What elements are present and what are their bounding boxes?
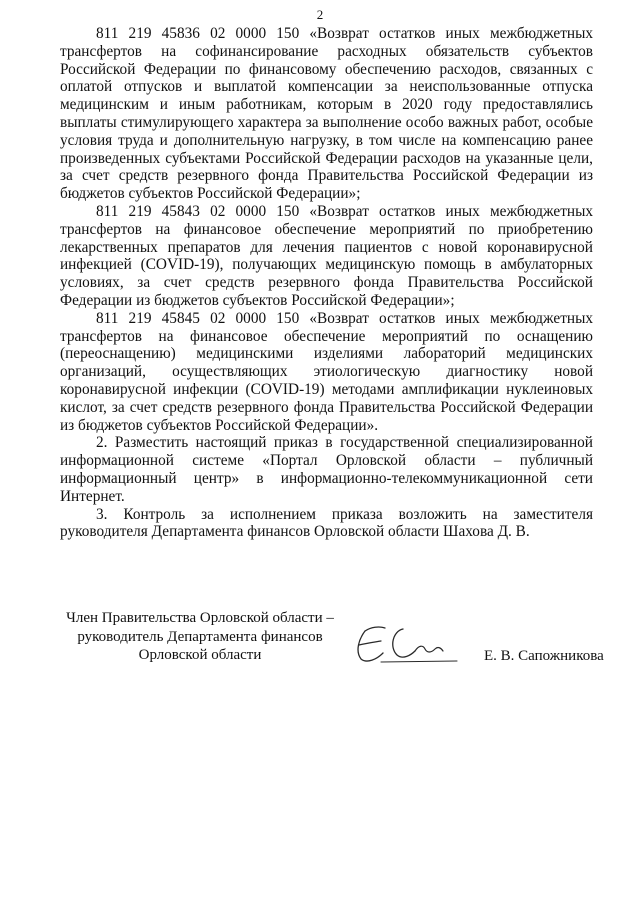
paragraph-budget-code-45845: 811 219 45845 02 0000 150 «Возврат остатков иных межбюджетных трансфертов на финансовое обеспечение мероприятий по оснащению (переоснащению) медицинскими изделиями лабораторий медицинских организаций, осуществляющих этиологическую диагностику новой коронавирусной инфекции (COVID-19) методами амплификации нуклеиновых кислот, за счет средств резервного фонда Правительства Российской Федерации из бюджетов субъектов Российской Федерации». bbox=[60, 309, 593, 434]
signatory-position-line: Орловской области bbox=[138, 647, 262, 663]
page-number: 2 bbox=[316, 7, 324, 22]
paragraph-item-3: 3. Контроль за исполнением приказа возложить на заместителя руководителя Департамента финансов Орловской области Шахова Д. В. bbox=[60, 505, 593, 541]
paragraph-item-2: 2. Разместить настоящий приказ в государственной специализированной информационной системе «Портал Орловской области – публичный информационный центр» в информационно-телекоммуникационной сети Интернет. bbox=[60, 434, 593, 505]
document-body bbox=[60, 25, 593, 541]
signatory-position-line: Член Правительства Орловской области – bbox=[66, 610, 334, 626]
signatory-name: Е. В. Сапожникова bbox=[484, 648, 604, 664]
paragraph-budget-code-45836: 811 219 45836 02 0000 150 «Возврат остатков иных межбюджетных трансфертов на софинансирование расходных обязательств субъектов Российской Федерации по финансовому обеспечению расходов, связанных с оплатой отпусков и выплатой компенсации за неиспользованные отпуска медицинским и иным работникам, которым в 2020 году предоставлялись выплаты стимулирующего характера за выполнение особо важных работ, особые условия труда и дополнительную нагрузку, в том числе на компенсацию ранее произведенных субъектами Российской Федерации расходов на указанные цели, за счет средств резервного фонда Правительства Российской Федерации из бюджетов субъектов Российской Федерации»; bbox=[60, 25, 593, 203]
handwritten-signature bbox=[345, 617, 465, 667]
signature-block bbox=[60, 609, 604, 669]
paragraph-budget-code-45843: 811 219 45843 02 0000 150 «Возврат остатков иных межбюджетных трансфертов на финансовое обеспечение мероприятий по приобретению лекарственных препаратов для лечения пациентов с новой коронавирусной инфекцией (COVID-19), получающих медицинскую помощь в амбулаторных условиях, за счет средств резервного фонда Правительства Российской Федерации из бюджетов субъектов Российской Федерации»; bbox=[60, 202, 593, 309]
signatory-position-line: руководитель Департамента финансов bbox=[77, 628, 323, 645]
signatory-position bbox=[60, 609, 340, 665]
